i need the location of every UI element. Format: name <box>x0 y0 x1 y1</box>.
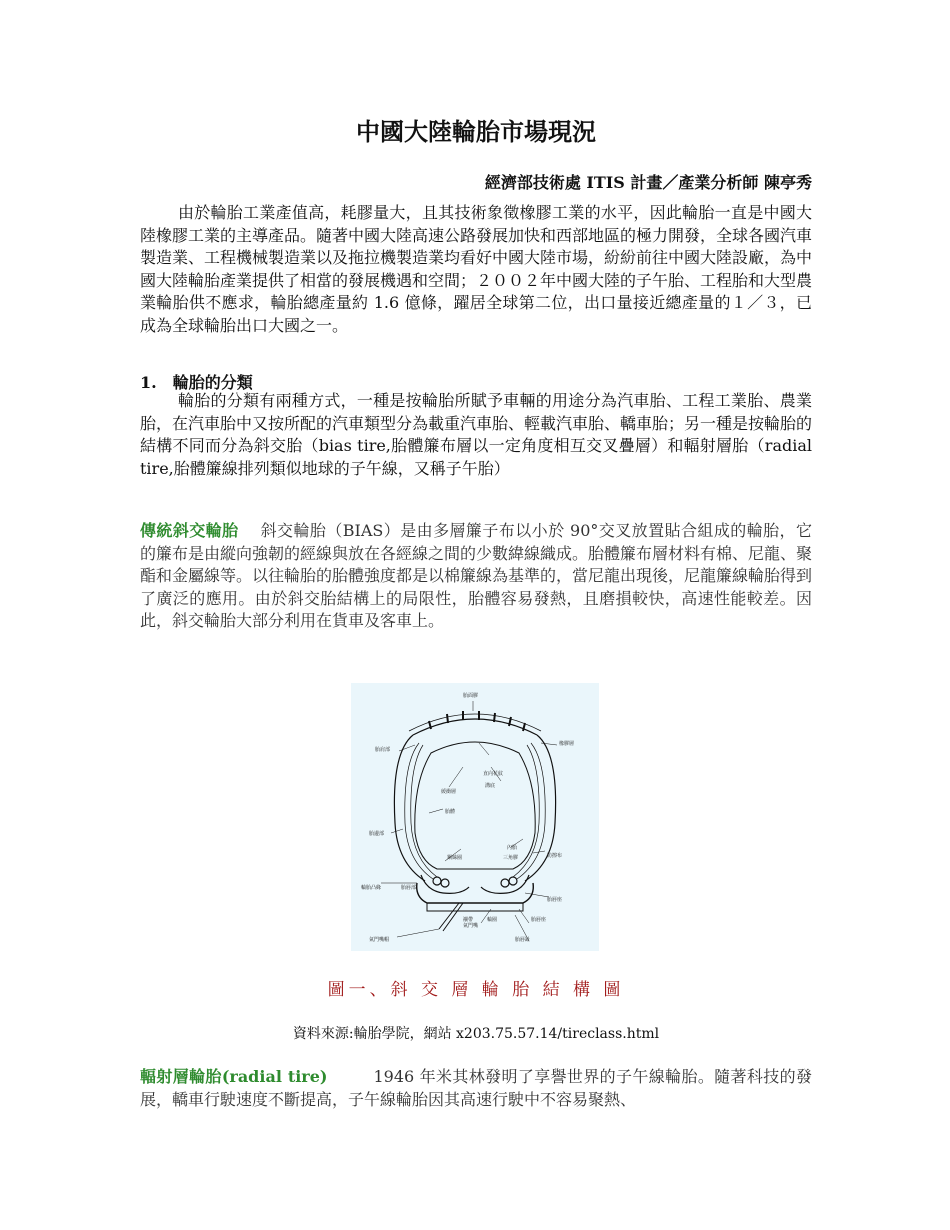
label-shoulder: 胎肩部 <box>375 747 391 753</box>
label-chafer: 防擦布 <box>547 853 563 859</box>
figure-source: 資料來源:輪胎學院，網站 x203.75.57.14/tireclass.html <box>292 1026 660 1042</box>
label-bead-toe: 胎唇趾 <box>515 937 531 943</box>
section-heading-tire-classification: 1. 輪胎的分類 <box>140 373 253 392</box>
bias-tire-paragraph <box>140 520 812 633</box>
label-wire-bead: 鋼絲圈 <box>447 855 463 861</box>
intro-paragraph: 由於輪胎工業產值高，耗膠量大，且其技術象徵橡膠工業的水平，因此輪胎一直是中國大陸橡膠工業的主導產品。隨著中國大陸高速公路發展加快和西部地區的極力開發，全球各國汽車製造業、工程機械製造業以及拖拉機製造業均看好中國大陸市場，紛紛前往中國大陸設廠，為中國大陸輪胎產業提供了相當的發展機遇和空間；２００２年中國大陸的子午胎、工程胎和大型農業輪胎供不應求，輪胎總產量約 1.6 億條，躍居全球第二位，出口量接近總產量的１／３，已成為全球輪胎出口大國之一。 <box>140 203 813 335</box>
label-rim: 輪圈 <box>487 917 498 923</box>
label-bead-seat: 胎唇座 <box>547 897 563 903</box>
figure-caption: 圖一、斜 交 層 輪 胎 結 構 圖 <box>327 980 625 1000</box>
label-triangle-rubber: 三角膠 <box>503 855 519 861</box>
label-rubber-layer: 橡膠層 <box>559 741 575 747</box>
classification-paragraph: 輪胎的分類有兩種方式，一種是按輪胎所賦予車輛的用途分為汽車胎、工程工業胎、農業胎，在汽車胎中又按所配的汽車類型分為載重汽車胎、輕載汽車胎、轎車胎；另一種是按輪胎的結構不同而分為斜交胎（bias tire,胎體簾布層以一定角度相互交叉疊層）和輻射層胎（radial tire,胎體簾線排列類似地球的子午線，又稱子午胎） <box>140 391 813 478</box>
tire-cross-section-illustration <box>351 683 599 951</box>
label-sidewall: 胎邊部 <box>369 831 385 837</box>
label-groove-bottom: 溝底 <box>485 783 496 789</box>
label-buffer: 緩衝層 <box>441 789 457 795</box>
label-flap: 襯帶 <box>463 917 474 923</box>
label-valve-cap: 氣門嘴帽 <box>369 937 390 943</box>
radial-tire-lead: 輻射層輪胎(radial tire) <box>140 1067 328 1086</box>
label-inner-tube: 內胎 <box>507 845 518 851</box>
label-tread: 胎面膠 <box>463 693 479 699</box>
label-rim-flange: 輪胎凸緣 <box>361 885 382 891</box>
author-byline: 經濟部技術處 ITIS 計畫／產業分析師 陳亭秀 <box>484 173 812 192</box>
label-wheel-seat: 胎唇座 <box>531 917 547 923</box>
bias-tire-structure-figure <box>351 683 599 951</box>
bias-tire-lead: 傳統斜交輪胎 <box>140 521 239 540</box>
bias-tire-text: 斜交輪胎（BIAS）是由多層簾子布以小於 90°交叉放置貼合組成的輪胎，它的簾布是由縱向強韌的經線與放在各經線之間的少數緯線織成。胎體簾布層材料有棉、尼龍、聚酯和金屬線等。以往輪胎的胎體強度都是以棉簾線為基準的，當尼龍出現後，尼龍簾線輪胎得到了廣泛的應用。由於斜交胎結構上的局限性，胎體容易發熱，且磨損較快，高速性能較差。因此，斜交輪胎大部分利用在貨車及客車上。 <box>140 521 813 630</box>
label-straight-groove: 直向花紋 <box>483 771 504 777</box>
label-valve: 氣門嘴 <box>463 923 479 929</box>
document-title: 中國大陸輪胎市場現況 <box>356 117 596 146</box>
label-carcass: 胎體 <box>445 809 456 815</box>
radial-tire-text: 1946 年米其林發明了享譽世界的子午線輪胎。隨著科技的發展，轎車行駛速度不斷提高，子午線輪胎因其高速行駛中不容易聚熱、 <box>140 1067 812 1109</box>
radial-tire-paragraph <box>140 1066 812 1111</box>
label-bead-area: 胎唇部 <box>401 885 417 891</box>
